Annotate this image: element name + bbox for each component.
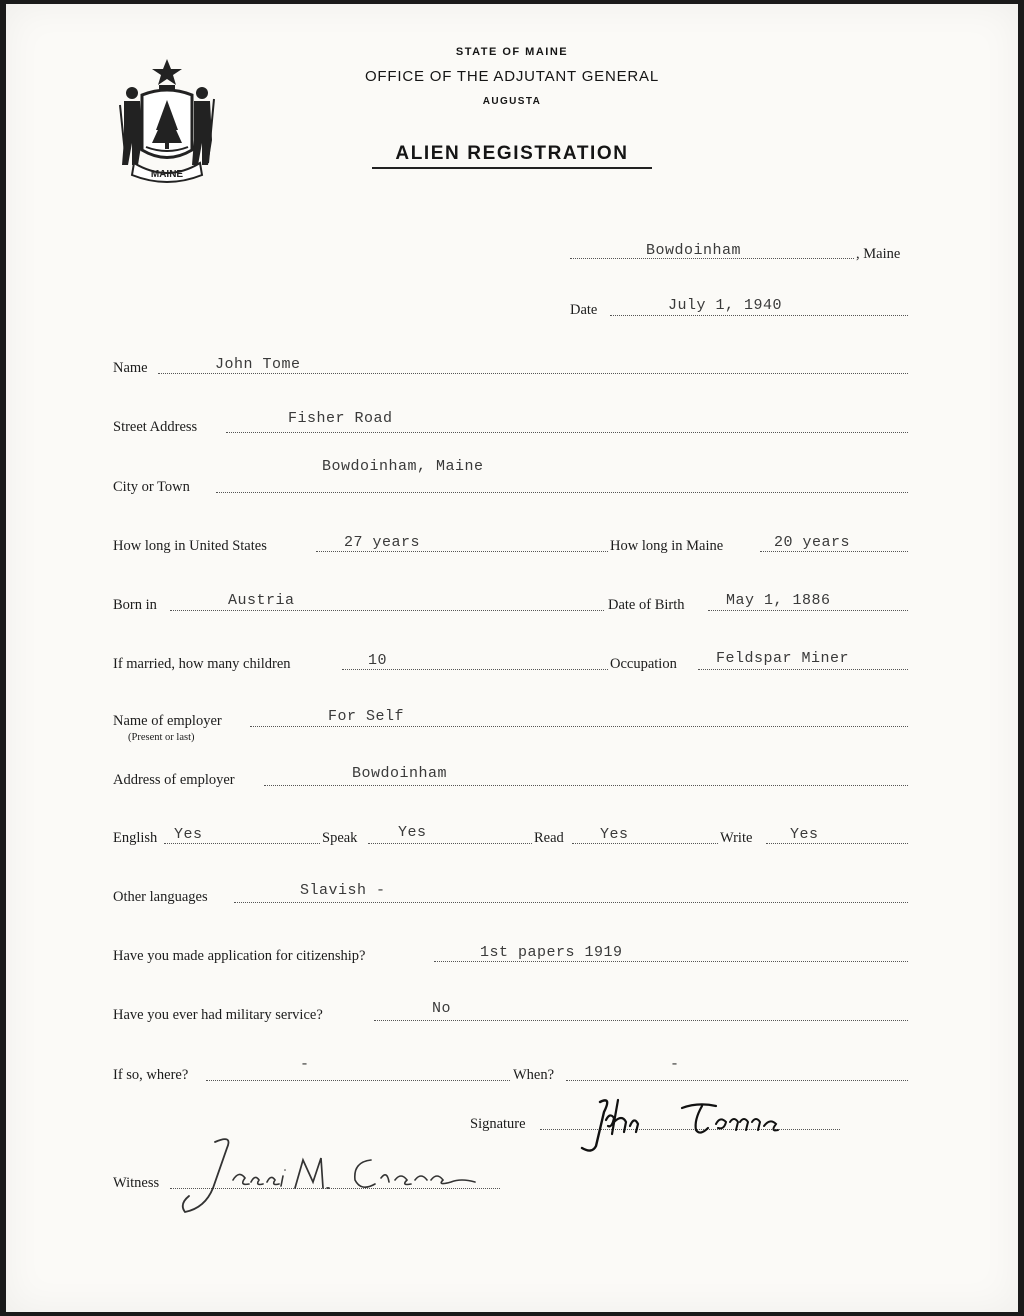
occupation-label: Occupation <box>610 656 677 672</box>
born-in-line <box>170 610 604 611</box>
witness-handwriting <box>175 1130 515 1220</box>
maine-years-value: 20 years <box>774 534 851 551</box>
signature-handwriting <box>570 1088 830 1158</box>
speak-line <box>368 843 532 844</box>
other-languages-label: Other languages <box>113 889 208 905</box>
english-line <box>164 843 320 844</box>
maine-years-label: How long in Maine <box>610 538 724 554</box>
maine-years-line <box>760 551 908 552</box>
city-label: City or Town <box>113 479 190 495</box>
name-line <box>158 373 908 374</box>
date-value: July 1, 1940 <box>668 297 783 314</box>
other-languages-value: Slavish - <box>300 882 386 899</box>
city-line <box>216 492 908 493</box>
city-heading: AUGUSTA <box>482 96 542 107</box>
city-value: Bowdoinham, Maine <box>322 458 484 475</box>
street-label: Street Address <box>113 419 198 435</box>
military-label: Have you ever had military service? <box>113 1007 323 1023</box>
employer-value: For Self <box>328 708 405 725</box>
when-value: - <box>670 1056 680 1073</box>
us-years-label: How long in United States <box>113 538 267 554</box>
us-years-value: 27 years <box>344 534 421 551</box>
name-label: Name <box>113 360 148 376</box>
state-heading: STATE OF MAINE <box>455 46 569 58</box>
signature-label: Signature <box>470 1116 526 1132</box>
citizenship-line <box>434 961 908 962</box>
english-value: Yes <box>174 826 203 843</box>
children-label: If married, how many children <box>113 656 291 672</box>
citizenship-value: 1st papers 1919 <box>480 944 623 961</box>
dob-line <box>708 610 908 611</box>
name-value: John Tome <box>215 356 301 373</box>
occupation-value: Feldspar Miner <box>716 650 850 667</box>
children-line <box>342 669 608 670</box>
children-value: 10 <box>368 652 388 669</box>
seal-label: MAINE <box>150 169 184 180</box>
form-title: ALIEN REGISTRATION <box>395 143 629 164</box>
place-value: Bowdoinham <box>646 242 742 259</box>
employer-address-label: Address of employer <box>113 772 235 788</box>
place-suffix: , Maine <box>856 246 901 262</box>
military-line <box>374 1020 908 1021</box>
write-label: Write <box>720 830 753 846</box>
dob-value: May 1, 1886 <box>726 592 831 609</box>
write-value: Yes <box>790 826 819 843</box>
where-label: If so, where? <box>113 1067 189 1083</box>
title-underline <box>372 167 652 169</box>
witness-label: Witness <box>113 1175 160 1191</box>
read-label: Read <box>534 830 564 846</box>
where-value: - <box>300 1056 310 1073</box>
us-years-line <box>316 551 608 552</box>
street-value: Fisher Road <box>288 410 393 427</box>
read-line <box>572 843 718 844</box>
street-line <box>226 432 908 433</box>
date-line <box>610 315 908 316</box>
employer-label: Name of employer <box>113 713 222 729</box>
born-in-value: Austria <box>228 592 295 609</box>
military-value: No <box>432 1000 452 1017</box>
citizenship-label: Have you made application for citizenship? <box>113 948 366 964</box>
english-label: English <box>113 830 158 846</box>
speak-label: Speak <box>322 830 358 846</box>
dob-label: Date of Birth <box>608 597 685 613</box>
date-label: Date <box>570 302 598 318</box>
employer-address-line <box>264 785 908 786</box>
read-value: Yes <box>600 826 629 843</box>
employer-line <box>250 726 908 727</box>
speak-value: Yes <box>398 824 427 841</box>
write-line <box>766 843 908 844</box>
when-line <box>566 1080 908 1081</box>
employer-address-value: Bowdoinham <box>352 765 448 782</box>
occupation-line <box>698 669 908 670</box>
when-label: When? <box>513 1067 555 1083</box>
employer-sublabel: (Present or last) <box>128 732 195 743</box>
born-in-label: Born in <box>113 597 157 613</box>
other-languages-line <box>234 902 908 903</box>
where-line <box>206 1080 510 1081</box>
office-heading: OFFICE OF THE ADJUTANT GENERAL <box>364 68 660 85</box>
